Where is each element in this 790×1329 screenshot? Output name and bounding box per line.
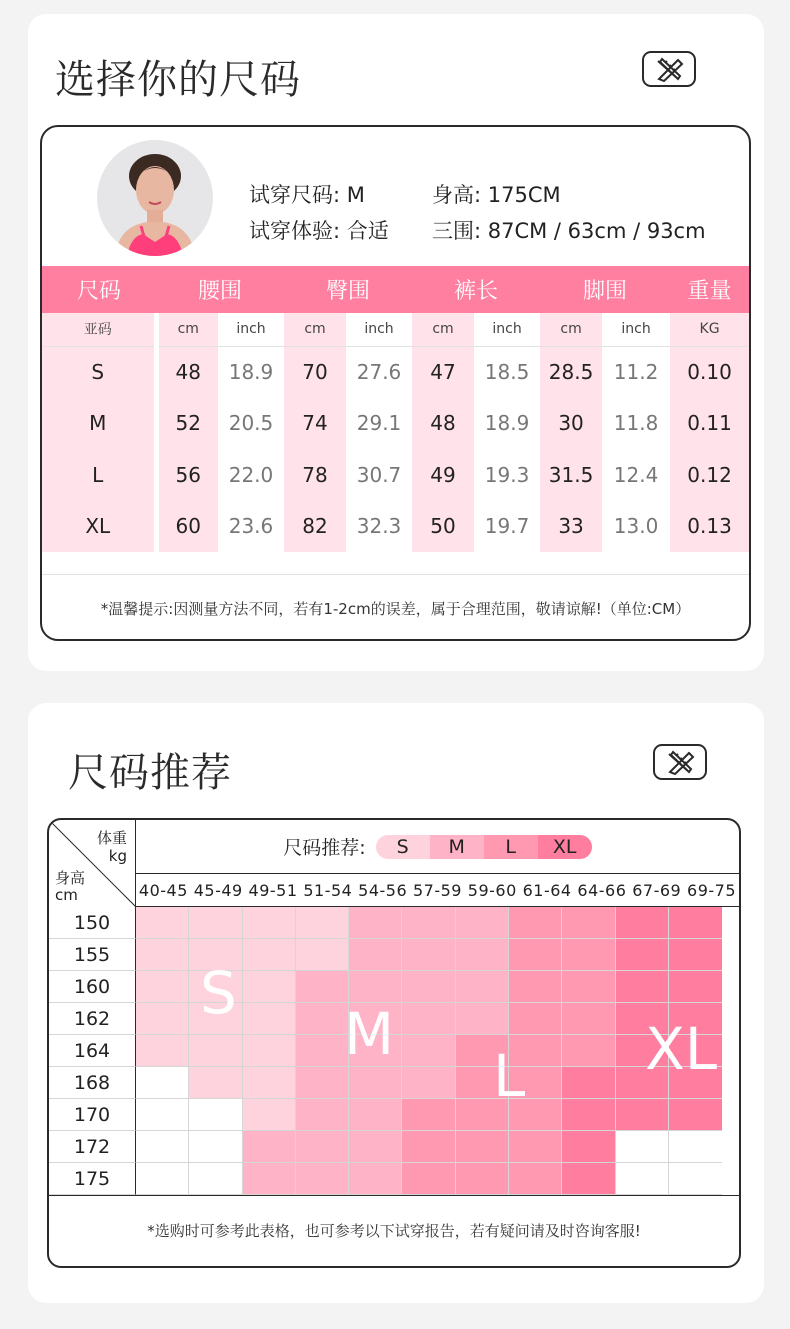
grid-cell-m	[349, 939, 402, 971]
grid-cell-m	[243, 1131, 296, 1163]
height-row-label: 150	[49, 907, 136, 939]
size-recommendation-card	[28, 703, 764, 1303]
grid-cell-s	[189, 907, 242, 939]
value-cell: 22.0	[218, 449, 284, 501]
value-cell: 30	[540, 398, 602, 450]
grid-cell-l	[456, 1163, 509, 1195]
grid-row	[49, 1067, 739, 1099]
grid-cell-xl	[562, 1131, 615, 1163]
legend-label: 尺码推荐:	[283, 837, 366, 859]
header-hip: 臀围	[284, 266, 412, 313]
grid-cell-m	[296, 1035, 349, 1067]
grid-row	[49, 971, 739, 1003]
grid-cell-s	[243, 1067, 296, 1099]
legend-chip-l: L	[484, 835, 538, 859]
grid-cell-empty	[669, 1163, 722, 1195]
grid-cell-l	[509, 907, 562, 939]
grid-cell-xl	[616, 907, 669, 939]
grid-cell-s	[243, 939, 296, 971]
grid-cell-xl	[562, 1099, 615, 1131]
table-row	[42, 346, 749, 398]
grid-cell-xl	[616, 971, 669, 1003]
grid-cell-xl	[669, 971, 722, 1003]
grid-cell-empty	[136, 1163, 189, 1195]
legend-chips	[376, 835, 592, 859]
value-cell: 23.6	[218, 501, 284, 553]
grid-cell-empty	[616, 1163, 669, 1195]
value-cell: 70	[284, 346, 346, 398]
weight-column-label: 69-75	[687, 881, 737, 900]
unit-cell: 亚码	[42, 313, 156, 346]
value-cell: 48	[412, 398, 474, 450]
grid-row	[49, 1099, 739, 1131]
grid-cell-m	[456, 1003, 509, 1035]
grid-cell-m	[456, 939, 509, 971]
height-unit: cm	[55, 886, 78, 904]
grid-row	[49, 907, 739, 939]
table-row	[42, 449, 749, 501]
unit-cell: inch	[602, 313, 670, 346]
value-cell: 49	[412, 449, 474, 501]
grid-cell-empty	[669, 1131, 722, 1163]
unit-cell: cm	[156, 313, 218, 346]
size-cell: M	[42, 398, 156, 450]
weight-column-label: 61-64	[522, 881, 572, 900]
unit-cell: KG	[670, 313, 749, 346]
value-cell: 13.0	[602, 501, 670, 553]
grid-cell-xl	[669, 939, 722, 971]
grid-cell-m	[402, 1003, 455, 1035]
recommendation-grid-box	[47, 818, 741, 1268]
weight-axis-label	[97, 829, 127, 865]
grid-cell-m	[349, 907, 402, 939]
zone-letter-l: L	[493, 1042, 526, 1110]
header-length: 裤长	[412, 266, 540, 313]
grid-cell-l	[509, 1003, 562, 1035]
unit-cell: cm	[284, 313, 346, 346]
grid-cell-m	[296, 1163, 349, 1195]
grid-cell-s	[136, 971, 189, 1003]
grid-row	[49, 1163, 739, 1195]
legend-chip-m: M	[430, 835, 484, 859]
grid-cell-m	[402, 939, 455, 971]
grid-cell-s	[243, 1003, 296, 1035]
value-cell: 78	[284, 449, 346, 501]
value-cell: 82	[284, 501, 346, 553]
weight-column-label: 59-60	[467, 881, 517, 900]
grid-cell-empty	[136, 1099, 189, 1131]
grid-cell-m	[296, 1067, 349, 1099]
size-table	[42, 266, 749, 552]
grid-cell-m	[456, 907, 509, 939]
height-row-label: 164	[49, 1035, 136, 1067]
value-cell: 0.10	[670, 346, 749, 398]
value-cell: 30.7	[346, 449, 412, 501]
grid-cell-l	[562, 971, 615, 1003]
grid-cell-empty	[189, 1163, 242, 1195]
grid-cell-m	[402, 1067, 455, 1099]
ruler-pencil-icon	[642, 51, 696, 87]
grid-cell-xl	[669, 1099, 722, 1131]
weight-column-label: 67-69	[632, 881, 682, 900]
value-cell: 0.12	[670, 449, 749, 501]
grid-cell-m	[349, 1163, 402, 1195]
unit-cell: cm	[540, 313, 602, 346]
size-legend	[136, 820, 739, 874]
grid-cell-m	[349, 971, 402, 1003]
grid-cell-s	[136, 907, 189, 939]
value-cell: 50	[412, 501, 474, 553]
value-cell: 11.8	[602, 398, 670, 450]
value-cell: 19.7	[474, 501, 540, 553]
grid-cell-empty	[189, 1099, 242, 1131]
size-recommendation-title: 尺码推荐	[68, 750, 232, 796]
weight-columns	[136, 874, 739, 907]
zone-letter-m: M	[344, 1000, 395, 1068]
grid-cell-s	[296, 907, 349, 939]
value-cell: 47	[412, 346, 474, 398]
weight-column-label: 40-45	[138, 881, 188, 900]
grid-cell-l	[509, 971, 562, 1003]
grid-row	[49, 1131, 739, 1163]
grid-cell-m	[456, 971, 509, 1003]
grid-cell-m	[296, 1131, 349, 1163]
unit-cell: inch	[474, 313, 540, 346]
grid-cell-l	[562, 1003, 615, 1035]
height-row-label: 160	[49, 971, 136, 1003]
grid-cell-empty	[136, 1131, 189, 1163]
weight-column-label: 51-54	[303, 881, 353, 900]
weight-column-label: 54-56	[358, 881, 408, 900]
grid-cell-l	[456, 1131, 509, 1163]
zone-letter-s: S	[200, 959, 237, 1027]
value-cell: 19.3	[474, 449, 540, 501]
height-row-label: 172	[49, 1131, 136, 1163]
value-cell: 48	[156, 346, 218, 398]
grid-cell-m	[349, 1099, 402, 1131]
unit-cell: cm	[412, 313, 474, 346]
value-cell: 0.13	[670, 501, 749, 553]
table-row	[42, 501, 749, 553]
grid-cell-s	[136, 939, 189, 971]
value-cell: 12.4	[602, 449, 670, 501]
size-cell: L	[42, 449, 156, 501]
model-avatar	[97, 140, 213, 256]
legend-chip-xl: XL	[538, 835, 592, 859]
value-cell: 28.5	[540, 346, 602, 398]
height-row-label: 155	[49, 939, 136, 971]
grid-cell-empty	[616, 1131, 669, 1163]
size-cell: XL	[42, 501, 156, 553]
height-label: 身高	[55, 869, 86, 887]
recommendation-note: *选购时可参考此表格，也可参考以下试穿报告，若有疑问请及时咨询客服!	[49, 1195, 739, 1266]
grid-cell-l	[509, 1163, 562, 1195]
header-size: 尺码	[42, 266, 156, 313]
unit-cell: inch	[218, 313, 284, 346]
grid-cell-l	[509, 1131, 562, 1163]
value-cell: 31.5	[540, 449, 602, 501]
value-cell: 18.9	[218, 346, 284, 398]
height-row-label: 162	[49, 1003, 136, 1035]
header-ankle: 脚围	[540, 266, 670, 313]
grid-cell-m	[349, 1067, 402, 1099]
grid-cell-s	[136, 1003, 189, 1035]
value-cell: 0.11	[670, 398, 749, 450]
measurement-note: *温馨提示:因测量方法不同，若有1-2cm的误差，属于合理范围，敬请谅解!（单位:CM）	[42, 574, 749, 641]
grid-cell-s	[189, 1067, 242, 1099]
grid-cell-s	[243, 907, 296, 939]
grid-cell-xl	[669, 907, 722, 939]
value-cell: 60	[156, 501, 218, 553]
grid-cell-s	[189, 1035, 242, 1067]
grid-cell-m	[296, 1003, 349, 1035]
height-row-label: 175	[49, 1163, 136, 1195]
size-selection-card	[28, 14, 764, 671]
grid-cell-s	[136, 1035, 189, 1067]
height-row-label: 168	[49, 1067, 136, 1099]
value-cell: 33	[540, 501, 602, 553]
size-cell: S	[42, 346, 156, 398]
weight-column-label: 64-66	[577, 881, 627, 900]
grid-cell-l	[562, 939, 615, 971]
table-row	[42, 398, 749, 450]
grid-cell-m	[402, 1035, 455, 1067]
grid-cell-m	[296, 1099, 349, 1131]
grid-cell-l	[402, 1163, 455, 1195]
header-waist: 腰围	[156, 266, 284, 313]
value-cell: 52	[156, 398, 218, 450]
unit-cell: inch	[346, 313, 412, 346]
grid-cell-m	[402, 907, 455, 939]
value-cell: 56	[156, 449, 218, 501]
grid-cell-xl	[562, 1163, 615, 1195]
header-weight: 重量	[670, 266, 749, 313]
weight-label: 体重	[96, 829, 127, 847]
grid-cell-s	[243, 1099, 296, 1131]
grid-cell-l	[562, 1035, 615, 1067]
grid-cell-l	[402, 1099, 455, 1131]
height-axis-label	[55, 870, 85, 904]
fit-measurements-text: 三围: 87CM / 63cm / 93cm	[432, 219, 706, 243]
grid-cell-s	[243, 1035, 296, 1067]
grid-cell-s	[296, 939, 349, 971]
grid-row	[49, 939, 739, 971]
value-cell: 32.3	[346, 501, 412, 553]
grid-cell-m	[296, 971, 349, 1003]
grid-cell-xl	[562, 1067, 615, 1099]
size-selection-title: 选择你的尺码	[55, 57, 301, 103]
weight-column-label: 57-59	[412, 881, 462, 900]
fit-experience-text: 试穿体验: 合适	[249, 219, 389, 243]
grid-cell-empty	[136, 1067, 189, 1099]
fit-height-text: 身高: 175CM	[432, 183, 561, 207]
height-row-label: 170	[49, 1099, 136, 1131]
zone-letter-xl: XL	[645, 1015, 718, 1083]
weight-unit: kg	[108, 847, 127, 865]
value-cell: 18.5	[474, 346, 540, 398]
grid-cell-m	[243, 1163, 296, 1195]
value-cell: 11.2	[602, 346, 670, 398]
corner-header	[49, 820, 136, 907]
fit-size-text: 试穿尺码: M	[249, 183, 365, 207]
grid-cell-m	[402, 971, 455, 1003]
value-cell: 74	[284, 398, 346, 450]
ruler-pencil-icon	[653, 744, 707, 780]
value-cell: 29.1	[346, 398, 412, 450]
value-cell: 20.5	[218, 398, 284, 450]
weight-column-label: 45-49	[193, 881, 243, 900]
legend-chip-s: S	[376, 835, 430, 859]
grid-cell-empty	[189, 1131, 242, 1163]
value-cell: 27.6	[346, 346, 412, 398]
size-chart-box	[40, 125, 751, 641]
grid-cell-l	[402, 1131, 455, 1163]
grid-cell-xl	[616, 939, 669, 971]
grid-cell-l	[509, 939, 562, 971]
grid-cell-m	[349, 1131, 402, 1163]
grid-cell-l	[562, 907, 615, 939]
grid-cell-s	[243, 971, 296, 1003]
grid-cell-xl	[616, 1099, 669, 1131]
value-cell: 18.9	[474, 398, 540, 450]
weight-column-label: 49-51	[248, 881, 298, 900]
